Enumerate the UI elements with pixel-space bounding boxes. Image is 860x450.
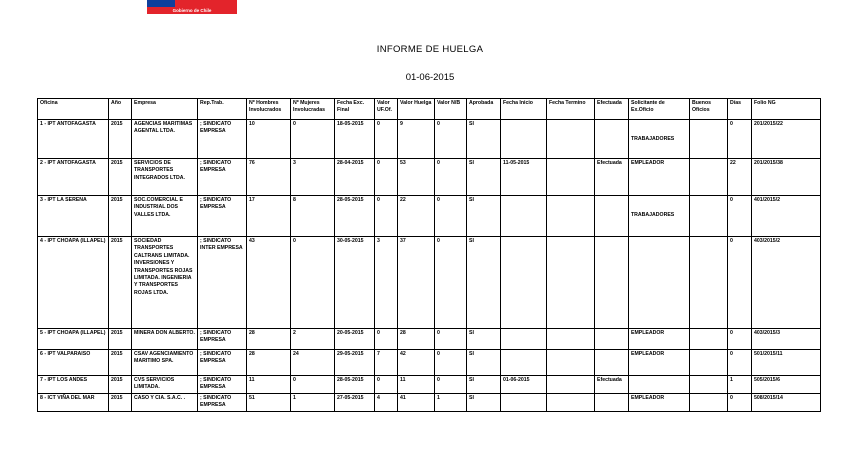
table-cell: 7 - IPT LOS ANDES — [38, 376, 109, 394]
table-cell — [629, 237, 690, 329]
table-cell: 3 — [291, 159, 335, 196]
column-header: Valor N/B — [435, 99, 467, 120]
table-cell: 30-05-2015 — [335, 237, 375, 329]
table-cell: 201/2015/22 — [752, 120, 821, 159]
table-cell — [547, 196, 595, 237]
table-row — [38, 394, 821, 412]
table-cell — [690, 350, 728, 376]
table-cell — [595, 120, 629, 159]
table-cell: SOCIEDAD TRANSPORTES CALTRANS LIMITADA. INVERSIONES Y TRANSPORTES ROJAS LIMITADA. INGENIERIA Y TRANSPORTES ROJAS LTDA. — [132, 237, 198, 329]
table-cell: SI — [467, 350, 501, 376]
table-cell: 3 — [375, 237, 398, 329]
table-cell — [501, 196, 547, 237]
column-header: Rep.Trab. — [198, 99, 247, 120]
table-cell: 0 — [728, 120, 752, 159]
column-header: Días — [728, 99, 752, 120]
table-cell — [690, 376, 728, 394]
table-cell: 2 — [291, 329, 335, 350]
table-cell: SI — [467, 394, 501, 412]
table-cell — [595, 196, 629, 237]
strike-report-table — [37, 98, 821, 412]
table-header-row — [38, 99, 821, 120]
table-cell: 401/2015/2 — [752, 196, 821, 237]
table-cell — [690, 237, 728, 329]
logo-blue-block — [147, 0, 175, 7]
table-cell: SI — [467, 329, 501, 350]
table-row — [38, 159, 821, 196]
table-cell: 29-05-2015 — [335, 350, 375, 376]
table-cell: 4 - IPT CHOAPA (ILLAPEL) — [38, 237, 109, 329]
table-cell: 501/2015/11 — [752, 350, 821, 376]
table-cell: 2015 — [109, 394, 132, 412]
table-cell — [595, 350, 629, 376]
table-cell — [595, 237, 629, 329]
table-cell: 403/2015/3 — [752, 329, 821, 350]
column-header: Folio NG — [752, 99, 821, 120]
table-cell — [547, 159, 595, 196]
table-cell: 0 — [728, 329, 752, 350]
table-cell: 9 — [398, 120, 435, 159]
table-cell: ; SINDICATO EMPRESA — [198, 329, 247, 350]
table-cell: AGENCIAS MARITIMAS AGENTAL LTDA. — [132, 120, 198, 159]
table-cell: 2015 — [109, 376, 132, 394]
table-cell: TRABAJADORES — [629, 120, 690, 159]
table-cell: 22 — [728, 159, 752, 196]
table-cell — [690, 329, 728, 350]
table-cell: ; SINDICATO EMPRESA — [198, 196, 247, 237]
table-cell: 0 — [291, 237, 335, 329]
table-cell: 27-05-2015 — [335, 394, 375, 412]
table-cell: 28-05-2015 — [335, 376, 375, 394]
table-cell: 0 — [291, 376, 335, 394]
table-cell: ; SINDICATO INTER EMPRESA — [198, 237, 247, 329]
table-cell: 0 — [375, 196, 398, 237]
table-cell: 11 — [247, 376, 291, 394]
table-row — [38, 376, 821, 394]
table-cell: 0 — [435, 350, 467, 376]
table-cell: 2015 — [109, 329, 132, 350]
table-cell: EMPLEADOR — [629, 394, 690, 412]
table-cell: 24 — [291, 350, 335, 376]
table-cell: 0 — [435, 237, 467, 329]
column-header: Fecha Exc. Final — [335, 99, 375, 120]
table-cell: 51 — [247, 394, 291, 412]
table-cell: 8 - ICT VIÑA DEL MAR — [38, 394, 109, 412]
table-cell — [690, 120, 728, 159]
table-cell: 76 — [247, 159, 291, 196]
column-header: Efectuada — [595, 99, 629, 120]
table-cell — [501, 329, 547, 350]
logo-red-block — [175, 0, 237, 7]
column-header: Año — [109, 99, 132, 120]
table-cell: 10 — [247, 120, 291, 159]
table-cell: 0 — [435, 159, 467, 196]
table-cell — [547, 237, 595, 329]
table-cell: 11-05-2015 — [501, 159, 547, 196]
table-cell: 22 — [398, 196, 435, 237]
table-cell: EMPLEADOR — [629, 329, 690, 350]
table-cell: SI — [467, 376, 501, 394]
table-cell: 0 — [291, 120, 335, 159]
table-cell: SI — [467, 237, 501, 329]
table-cell: 28 — [247, 329, 291, 350]
table-cell: 43 — [247, 237, 291, 329]
table-cell: 28-04-2015 — [335, 159, 375, 196]
table-cell: ; SINDICATO EMPRESA — [198, 376, 247, 394]
table-cell: 1 — [728, 376, 752, 394]
table-cell: 1 — [435, 394, 467, 412]
table-row — [38, 350, 821, 376]
table-cell — [629, 376, 690, 394]
table-cell: 0 — [435, 376, 467, 394]
table-cell — [690, 196, 728, 237]
table-cell — [501, 350, 547, 376]
table-cell — [547, 120, 595, 159]
table-cell: 1 — [291, 394, 335, 412]
gobierno-de-chile-logo — [147, 0, 237, 14]
table-cell: 2015 — [109, 237, 132, 329]
table-cell — [501, 237, 547, 329]
table-cell: 37 — [398, 237, 435, 329]
table-cell: 2015 — [109, 159, 132, 196]
table-cell: 201/2015/38 — [752, 159, 821, 196]
table-cell: ; SINDICATO EMPRESA — [198, 350, 247, 376]
table-row — [38, 120, 821, 159]
table-cell — [595, 329, 629, 350]
table-cell: ; SINDICATO EMPRESA — [198, 159, 247, 196]
table-row — [38, 329, 821, 350]
column-header: Aprobada — [467, 99, 501, 120]
table-cell: 0 — [435, 196, 467, 237]
table-cell: 505/2015/6 — [752, 376, 821, 394]
table-cell: 0 — [728, 394, 752, 412]
table-cell: 0 — [375, 120, 398, 159]
table-cell — [595, 394, 629, 412]
table-cell: 4 — [375, 394, 398, 412]
table-cell: 5 - IPT CHOAPA (ILLAPEL) — [38, 329, 109, 350]
column-header: Nº Mujeres Involucradas — [291, 99, 335, 120]
table-cell: CASO Y CIA. S.A.C. . — [132, 394, 198, 412]
column-header: Fecha Inicio — [501, 99, 547, 120]
table-cell: CVS SERVICIOS LIMITADA. — [132, 376, 198, 394]
table-cell — [690, 159, 728, 196]
table-cell: 2015 — [109, 120, 132, 159]
report-date: 01-06-2015 — [405, 72, 455, 83]
report-title: INFORME DE HUELGA — [376, 44, 484, 55]
table-cell: 18-05-2015 — [335, 120, 375, 159]
table-cell: TRABAJADORES — [629, 196, 690, 237]
table-cell: 0 — [728, 196, 752, 237]
table-cell: 28-05-2015 — [335, 196, 375, 237]
table-row — [38, 196, 821, 237]
table-cell: 1 - IPT ANTOFAGASTA — [38, 120, 109, 159]
table-cell: 0 — [435, 329, 467, 350]
column-header: Buenos Oficios — [690, 99, 728, 120]
table-cell: 3 - IPT LA SERENA — [38, 196, 109, 237]
table-cell: SI — [467, 196, 501, 237]
table-cell: 28 — [247, 350, 291, 376]
table-row — [38, 237, 821, 329]
table-cell: 2015 — [109, 196, 132, 237]
table-cell: 20-05-2015 — [335, 329, 375, 350]
table-cell — [501, 394, 547, 412]
table-cell: 0 — [435, 120, 467, 159]
table-cell — [547, 394, 595, 412]
table-cell: 403/2015/2 — [752, 237, 821, 329]
column-header: Empresa — [132, 99, 198, 120]
table-cell: 0 — [728, 350, 752, 376]
table-cell: 0 — [728, 237, 752, 329]
logo-text: Gobierno de Chile — [147, 7, 237, 14]
column-header: Solicitante de Ex.Oficio — [629, 99, 690, 120]
column-header: Fecha Termino — [547, 99, 595, 120]
table-cell: 53 — [398, 159, 435, 196]
table-cell: Efectuada — [595, 159, 629, 196]
table-cell: Efectuada — [595, 376, 629, 394]
table-cell: 0 — [375, 376, 398, 394]
column-header: Valor UF.Of. — [375, 99, 398, 120]
table-cell: 11 — [398, 376, 435, 394]
table-cell: 01-06-2015 — [501, 376, 547, 394]
table-cell: 0 — [375, 329, 398, 350]
table-cell: EMPLEADOR — [629, 159, 690, 196]
table-cell: MINERA DON ALBERTO. — [132, 329, 198, 350]
table-cell — [547, 376, 595, 394]
table-cell — [547, 350, 595, 376]
table-cell: 2015 — [109, 350, 132, 376]
table-cell: EMPLEADOR — [629, 350, 690, 376]
table-cell — [501, 120, 547, 159]
table-cell: SOC.COMERCIAL E INDUSTRIAL DOS VALLES LTDA. — [132, 196, 198, 237]
column-header: Oficina — [38, 99, 109, 120]
table-cell: 8 — [291, 196, 335, 237]
table-cell: 2 - IPT ANTOFAGASTA — [38, 159, 109, 196]
table-cell: 508/2015/14 — [752, 394, 821, 412]
table-cell — [547, 329, 595, 350]
table-cell: 0 — [375, 159, 398, 196]
column-header: Valor Huelga — [398, 99, 435, 120]
table-cell: SERVICIOS DE TRANSPORTES INTEGRADOS LTDA. — [132, 159, 198, 196]
table-cell: CSAV AGENCIAMIENTO MARITIMO SPA. — [132, 350, 198, 376]
table-cell: ; SINDICATO EMPRESA — [198, 120, 247, 159]
table-cell: 7 — [375, 350, 398, 376]
table-cell: 41 — [398, 394, 435, 412]
table-cell: SI — [467, 120, 501, 159]
table-cell: 28 — [398, 329, 435, 350]
table-cell: 6 - IPT VALPARAISO — [38, 350, 109, 376]
table-cell: 42 — [398, 350, 435, 376]
table-cell — [690, 394, 728, 412]
table-cell: SI — [467, 159, 501, 196]
column-header: Nº Hombres Involucrados — [247, 99, 291, 120]
table-cell: ; SINDICATO EMPRESA — [198, 394, 247, 412]
table-cell: 17 — [247, 196, 291, 237]
